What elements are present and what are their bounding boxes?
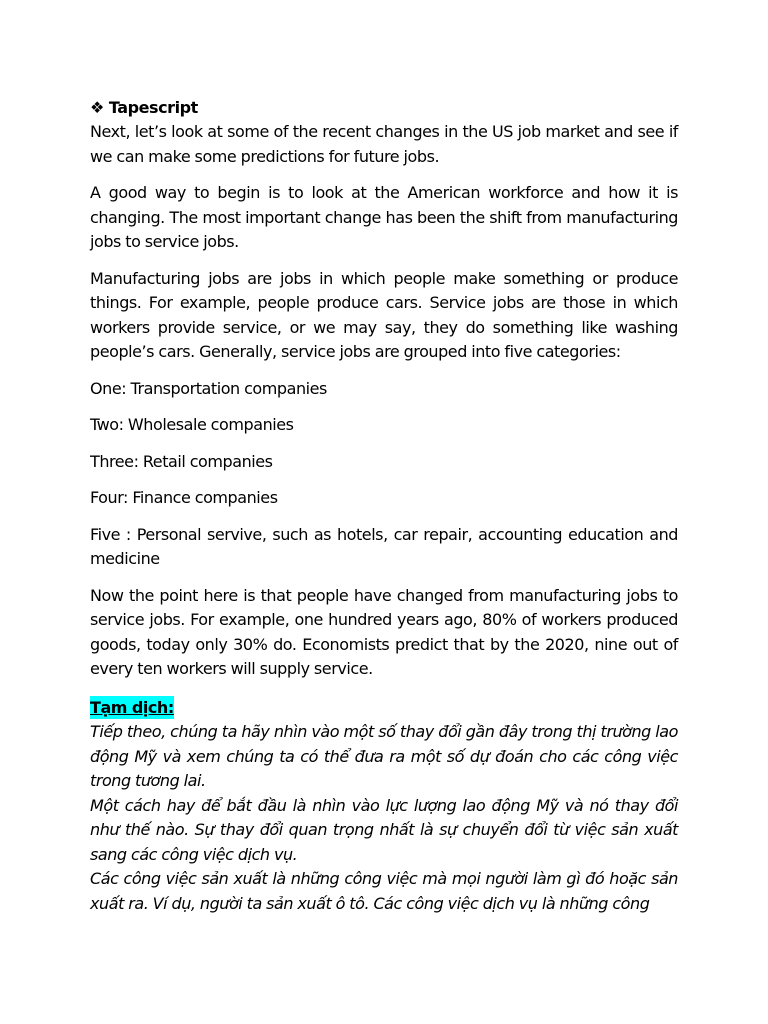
paragraph-definitions: Manufacturing jobs are jobs in which people make something or produce things. For example, people produce cars. Service jobs are those in which workers provide service, or we may say, they do something like washing people’s cars. Generally, service jobs are grouped into five categories: <box>90 268 678 361</box>
translation-paragraph: Tiếp theo, chúng ta hãy nhìn vào một số thay đổi gần đây trong thị trường lao động Mỹ và xem chúng ta có thể đưa ra một số dự đoán cho các công việc trong tương lai. <box>90 722 678 790</box>
diamond-bullet-icon: ❖ <box>90 98 104 117</box>
category-item: One: Transportation companies <box>90 378 327 398</box>
category-item: Three: Retail companies <box>90 451 273 471</box>
paragraph-closing: Now the point here is that people have changed from manufacturing jobs to service jobs. For example, one hundred years ago, 80% of workers produced goods, today only 30% do. Economists predict that by the 2020, nine out of every ten workers will supply service. <box>90 585 678 678</box>
translation-paragraph: Các công việc sản xuất là những công việc mà mọi người làm gì đó hoặc sản xuất ra. Ví dụ, người ta sản xuất ô tô. Các công việc dịch vụ là những công <box>90 869 678 913</box>
section-heading <box>90 96 678 120</box>
paragraph-workforce: A good way to begin is to look at the American workforce and how it is changing. The most important change has been the shift from manufacturing jobs to service jobs. <box>90 183 678 251</box>
category-item: Five : Personal servive, such as hotels, car repair, accounting education and medicine <box>90 524 678 568</box>
document-page <box>90 96 678 916</box>
heading-title: Tapescript <box>108 98 198 117</box>
category-item: Two: Wholesale companies <box>90 415 294 434</box>
paragraph-intro: Next, let’s look at some of the recent changes in the US job market and see if we can make some predictions for future jobs. <box>90 122 678 166</box>
translation-paragraph: Một cách hay để bắt đầu là nhìn vào lực lượng lao động Mỹ và nó thay đổi như thế nào. Sự thay đổi quan trọng nhất là sự chuyển đổi từ việc sản xuất sang các công việc dịch vụ. <box>90 795 678 864</box>
translation-label: Tạm dịch: <box>90 697 174 717</box>
category-item: Four: Finance companies <box>90 488 278 507</box>
